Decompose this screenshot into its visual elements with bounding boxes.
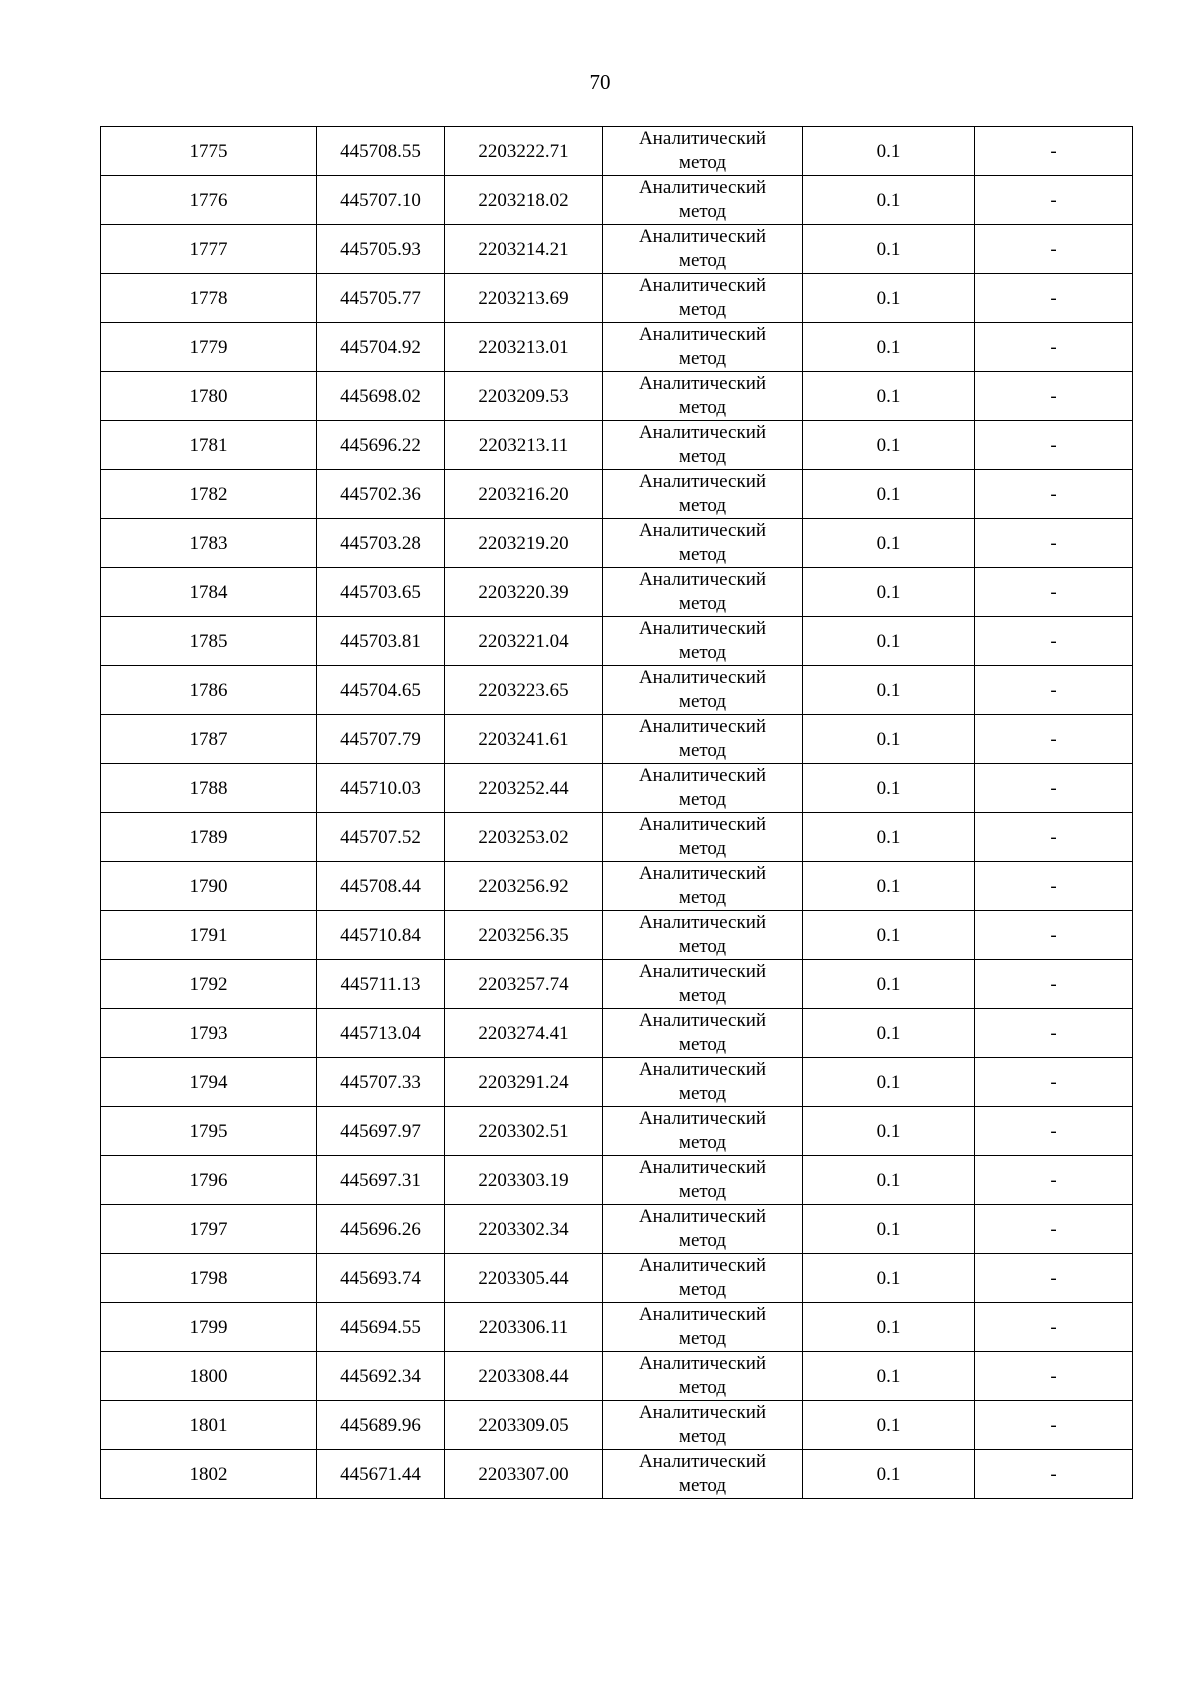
y-coordinate-cell: 2203213.11 — [445, 421, 603, 470]
table-row — [101, 519, 1133, 568]
method-text: Аналитический — [638, 373, 767, 394]
table-row — [101, 225, 1133, 274]
method-cell — [603, 274, 803, 323]
method-cell — [603, 323, 803, 372]
accuracy-cell: 0.1 — [803, 715, 975, 764]
point-number-cell: 1797 — [101, 1205, 317, 1254]
y-coordinate-cell: 2203257.74 — [445, 960, 603, 1009]
note-cell: - — [975, 1303, 1133, 1352]
y-coordinate-cell: 2203214.21 — [445, 225, 603, 274]
x-coordinate-cell: 445692.34 — [317, 1352, 445, 1401]
note-cell: - — [975, 1352, 1133, 1401]
method-text: метод — [678, 397, 727, 418]
x-coordinate-cell: 445696.22 — [317, 421, 445, 470]
table-row — [101, 274, 1133, 323]
method-cell — [603, 813, 803, 862]
point-number-cell: 1781 — [101, 421, 317, 470]
method-text: метод — [678, 1181, 727, 1202]
method-text: Аналитический — [638, 961, 767, 982]
accuracy-cell: 0.1 — [803, 1401, 975, 1450]
method-text: метод — [678, 1475, 727, 1496]
method-cell — [603, 519, 803, 568]
x-coordinate-cell: 445713.04 — [317, 1009, 445, 1058]
x-coordinate-cell: 445671.44 — [317, 1450, 445, 1499]
method-text: Аналитический — [638, 471, 767, 492]
method-text: Аналитический — [638, 226, 767, 247]
note-cell: - — [975, 470, 1133, 519]
method-cell — [603, 1107, 803, 1156]
method-text: метод — [678, 1279, 727, 1300]
coordinates-table — [100, 126, 1133, 1499]
page-number: 70 — [589, 70, 611, 94]
table-row — [101, 1058, 1133, 1107]
point-number-cell: 1776 — [101, 176, 317, 225]
method-text: Аналитический — [638, 863, 767, 884]
table-row — [101, 127, 1133, 176]
method-text: метод — [678, 838, 727, 859]
point-number-cell: 1790 — [101, 862, 317, 911]
y-coordinate-cell: 2203219.20 — [445, 519, 603, 568]
x-coordinate-cell: 445710.03 — [317, 764, 445, 813]
method-text: метод — [678, 985, 727, 1006]
y-coordinate-cell: 2203291.24 — [445, 1058, 603, 1107]
point-number-cell: 1799 — [101, 1303, 317, 1352]
table-row — [101, 1107, 1133, 1156]
table-body — [101, 127, 1133, 1499]
note-cell: - — [975, 960, 1133, 1009]
y-coordinate-cell: 2203223.65 — [445, 666, 603, 715]
y-coordinate-cell: 2203241.61 — [445, 715, 603, 764]
table-row — [101, 1156, 1133, 1205]
y-coordinate-cell: 2203216.20 — [445, 470, 603, 519]
method-cell — [603, 568, 803, 617]
x-coordinate-cell: 445698.02 — [317, 372, 445, 421]
note-cell: - — [975, 274, 1133, 323]
note-cell: - — [975, 1058, 1133, 1107]
point-number-cell: 1778 — [101, 274, 317, 323]
accuracy-cell: 0.1 — [803, 568, 975, 617]
x-coordinate-cell: 445707.52 — [317, 813, 445, 862]
note-cell: - — [975, 1205, 1133, 1254]
table-row — [101, 568, 1133, 617]
note-cell: - — [975, 813, 1133, 862]
x-coordinate-cell: 445696.26 — [317, 1205, 445, 1254]
accuracy-cell: 0.1 — [803, 127, 975, 176]
x-coordinate-cell: 445704.92 — [317, 323, 445, 372]
accuracy-cell: 0.1 — [803, 617, 975, 666]
method-text: Аналитический — [638, 520, 767, 541]
method-text: метод — [678, 250, 727, 271]
method-cell — [603, 960, 803, 1009]
point-number-cell: 1795 — [101, 1107, 317, 1156]
method-cell — [603, 1303, 803, 1352]
method-text: метод — [678, 1034, 727, 1055]
note-cell: - — [975, 1401, 1133, 1450]
method-cell — [603, 1254, 803, 1303]
method-text: Аналитический — [638, 1304, 767, 1325]
y-coordinate-cell: 2203256.92 — [445, 862, 603, 911]
point-number-cell: 1786 — [101, 666, 317, 715]
method-text: метод — [678, 593, 727, 614]
note-cell: - — [975, 1009, 1133, 1058]
method-text: метод — [678, 642, 727, 663]
method-text: метод — [678, 936, 727, 957]
accuracy-cell: 0.1 — [803, 1156, 975, 1205]
method-cell — [603, 666, 803, 715]
method-text: метод — [678, 691, 727, 712]
method-text: Аналитический — [638, 1206, 767, 1227]
table-row — [101, 764, 1133, 813]
method-text: Аналитический — [638, 1059, 767, 1080]
table-row — [101, 372, 1133, 421]
method-text: Аналитический — [638, 128, 767, 149]
point-number-cell: 1794 — [101, 1058, 317, 1107]
method-text: метод — [678, 1426, 727, 1447]
note-cell: - — [975, 1254, 1133, 1303]
method-text: Аналитический — [638, 618, 767, 639]
note-cell: - — [975, 323, 1133, 372]
point-number-cell: 1791 — [101, 911, 317, 960]
method-text: Аналитический — [638, 1353, 767, 1374]
accuracy-cell: 0.1 — [803, 1352, 975, 1401]
method-text: метод — [678, 789, 727, 810]
point-number-cell: 1782 — [101, 470, 317, 519]
y-coordinate-cell: 2203222.71 — [445, 127, 603, 176]
method-cell — [603, 1009, 803, 1058]
method-text: Аналитический — [638, 912, 767, 933]
y-coordinate-cell: 2203209.53 — [445, 372, 603, 421]
x-coordinate-cell: 445711.13 — [317, 960, 445, 1009]
accuracy-cell: 0.1 — [803, 764, 975, 813]
point-number-cell: 1788 — [101, 764, 317, 813]
table-row — [101, 1205, 1133, 1254]
x-coordinate-cell: 445707.79 — [317, 715, 445, 764]
method-text: Аналитический — [638, 1010, 767, 1031]
table-row — [101, 666, 1133, 715]
table-row — [101, 1401, 1133, 1450]
table-row — [101, 1303, 1133, 1352]
point-number-cell: 1793 — [101, 1009, 317, 1058]
point-number-cell: 1779 — [101, 323, 317, 372]
accuracy-cell: 0.1 — [803, 960, 975, 1009]
method-text: метод — [678, 495, 727, 516]
method-text: метод — [678, 1132, 727, 1153]
point-number-cell: 1796 — [101, 1156, 317, 1205]
point-number-cell: 1780 — [101, 372, 317, 421]
x-coordinate-cell: 445703.65 — [317, 568, 445, 617]
point-number-cell: 1800 — [101, 1352, 317, 1401]
method-text: Аналитический — [638, 1108, 767, 1129]
table-row — [101, 813, 1133, 862]
accuracy-cell: 0.1 — [803, 862, 975, 911]
y-coordinate-cell: 2203303.19 — [445, 1156, 603, 1205]
method-cell — [603, 862, 803, 911]
x-coordinate-cell: 445702.36 — [317, 470, 445, 519]
method-cell — [603, 1352, 803, 1401]
x-coordinate-cell: 445708.44 — [317, 862, 445, 911]
table-row — [101, 1450, 1133, 1499]
accuracy-cell: 0.1 — [803, 225, 975, 274]
x-coordinate-cell: 445703.81 — [317, 617, 445, 666]
accuracy-cell: 0.1 — [803, 1205, 975, 1254]
point-number-cell: 1787 — [101, 715, 317, 764]
method-text: метод — [678, 348, 727, 369]
note-cell: - — [975, 176, 1133, 225]
note-cell: - — [975, 911, 1133, 960]
method-text: Аналитический — [638, 716, 767, 737]
method-text: Аналитический — [638, 324, 767, 345]
method-text: метод — [678, 887, 727, 908]
y-coordinate-cell: 2203302.51 — [445, 1107, 603, 1156]
method-text: Аналитический — [638, 569, 767, 590]
method-text: Аналитический — [638, 422, 767, 443]
y-coordinate-cell: 2203308.44 — [445, 1352, 603, 1401]
x-coordinate-cell: 445693.74 — [317, 1254, 445, 1303]
method-cell — [603, 1401, 803, 1450]
method-text: Аналитический — [638, 667, 767, 688]
accuracy-cell: 0.1 — [803, 1303, 975, 1352]
y-coordinate-cell: 2203213.01 — [445, 323, 603, 372]
accuracy-cell: 0.1 — [803, 1254, 975, 1303]
accuracy-cell: 0.1 — [803, 911, 975, 960]
y-coordinate-cell: 2203309.05 — [445, 1401, 603, 1450]
method-cell — [603, 911, 803, 960]
note-cell: - — [975, 1450, 1133, 1499]
note-cell: - — [975, 127, 1133, 176]
x-coordinate-cell: 445697.31 — [317, 1156, 445, 1205]
method-cell — [603, 715, 803, 764]
x-coordinate-cell: 445707.10 — [317, 176, 445, 225]
y-coordinate-cell: 2203213.69 — [445, 274, 603, 323]
method-text: Аналитический — [638, 1255, 767, 1276]
method-text: метод — [678, 740, 727, 761]
method-text: метод — [678, 1083, 727, 1104]
x-coordinate-cell: 445703.28 — [317, 519, 445, 568]
point-number-cell: 1783 — [101, 519, 317, 568]
method-text: Аналитический — [638, 275, 767, 296]
x-coordinate-cell: 445694.55 — [317, 1303, 445, 1352]
method-text: Аналитический — [638, 765, 767, 786]
table-row — [101, 323, 1133, 372]
accuracy-cell: 0.1 — [803, 323, 975, 372]
y-coordinate-cell: 2203253.02 — [445, 813, 603, 862]
note-cell: - — [975, 617, 1133, 666]
point-number-cell: 1784 — [101, 568, 317, 617]
x-coordinate-cell: 445704.65 — [317, 666, 445, 715]
note-cell: - — [975, 1107, 1133, 1156]
method-cell — [603, 1058, 803, 1107]
method-cell — [603, 1205, 803, 1254]
y-coordinate-cell: 2203256.35 — [445, 911, 603, 960]
x-coordinate-cell: 445707.33 — [317, 1058, 445, 1107]
method-text: Аналитический — [638, 1402, 767, 1423]
note-cell: - — [975, 519, 1133, 568]
y-coordinate-cell: 2203221.04 — [445, 617, 603, 666]
method-text: метод — [678, 152, 727, 173]
point-number-cell: 1792 — [101, 960, 317, 1009]
y-coordinate-cell: 2203302.34 — [445, 1205, 603, 1254]
method-text: метод — [678, 201, 727, 222]
method-text: метод — [678, 446, 727, 467]
note-cell: - — [975, 862, 1133, 911]
y-coordinate-cell: 2203274.41 — [445, 1009, 603, 1058]
note-cell: - — [975, 715, 1133, 764]
method-cell — [603, 225, 803, 274]
table-row — [101, 470, 1133, 519]
table-row — [101, 715, 1133, 764]
y-coordinate-cell: 2203307.00 — [445, 1450, 603, 1499]
method-text: метод — [678, 1328, 727, 1349]
method-text: метод — [678, 1230, 727, 1251]
point-number-cell: 1775 — [101, 127, 317, 176]
method-text: метод — [678, 544, 727, 565]
y-coordinate-cell: 2203252.44 — [445, 764, 603, 813]
point-number-cell: 1789 — [101, 813, 317, 862]
accuracy-cell: 0.1 — [803, 1009, 975, 1058]
accuracy-cell: 0.1 — [803, 519, 975, 568]
accuracy-cell: 0.1 — [803, 666, 975, 715]
method-cell — [603, 176, 803, 225]
method-text: Аналитический — [638, 177, 767, 198]
note-cell: - — [975, 372, 1133, 421]
y-coordinate-cell: 2203220.39 — [445, 568, 603, 617]
method-cell — [603, 470, 803, 519]
accuracy-cell: 0.1 — [803, 1107, 975, 1156]
accuracy-cell: 0.1 — [803, 470, 975, 519]
note-cell: - — [975, 764, 1133, 813]
accuracy-cell: 0.1 — [803, 372, 975, 421]
accuracy-cell: 0.1 — [803, 813, 975, 862]
table-row — [101, 1254, 1133, 1303]
table-row — [101, 421, 1133, 470]
method-text: Аналитический — [638, 1451, 767, 1472]
point-number-cell: 1785 — [101, 617, 317, 666]
table-row — [101, 1352, 1133, 1401]
y-coordinate-cell: 2203305.44 — [445, 1254, 603, 1303]
table-row — [101, 960, 1133, 1009]
method-cell — [603, 421, 803, 470]
x-coordinate-cell: 445705.93 — [317, 225, 445, 274]
method-text: метод — [678, 299, 727, 320]
table-row — [101, 911, 1133, 960]
table-row — [101, 176, 1133, 225]
table-row — [101, 1009, 1133, 1058]
method-text: Аналитический — [638, 1157, 767, 1178]
point-number-cell: 1777 — [101, 225, 317, 274]
x-coordinate-cell: 445708.55 — [317, 127, 445, 176]
x-coordinate-cell: 445697.97 — [317, 1107, 445, 1156]
accuracy-cell: 0.1 — [803, 176, 975, 225]
y-coordinate-cell: 2203306.11 — [445, 1303, 603, 1352]
method-cell — [603, 764, 803, 813]
method-text: Аналитический — [638, 814, 767, 835]
note-cell: - — [975, 1156, 1133, 1205]
table-row — [101, 617, 1133, 666]
table-row — [101, 862, 1133, 911]
x-coordinate-cell: 445710.84 — [317, 911, 445, 960]
point-number-cell: 1801 — [101, 1401, 317, 1450]
note-cell: - — [975, 421, 1133, 470]
method-cell — [603, 617, 803, 666]
accuracy-cell: 0.1 — [803, 274, 975, 323]
method-cell — [603, 1450, 803, 1499]
x-coordinate-cell: 445705.77 — [317, 274, 445, 323]
accuracy-cell: 0.1 — [803, 1450, 975, 1499]
note-cell: - — [975, 666, 1133, 715]
point-number-cell: 1802 — [101, 1450, 317, 1499]
point-number-cell: 1798 — [101, 1254, 317, 1303]
method-cell — [603, 1156, 803, 1205]
accuracy-cell: 0.1 — [803, 1058, 975, 1107]
accuracy-cell: 0.1 — [803, 421, 975, 470]
note-cell: - — [975, 568, 1133, 617]
method-cell — [603, 127, 803, 176]
note-cell: - — [975, 225, 1133, 274]
y-coordinate-cell: 2203218.02 — [445, 176, 603, 225]
method-cell — [603, 372, 803, 421]
x-coordinate-cell: 445689.96 — [317, 1401, 445, 1450]
method-text: метод — [678, 1377, 727, 1398]
